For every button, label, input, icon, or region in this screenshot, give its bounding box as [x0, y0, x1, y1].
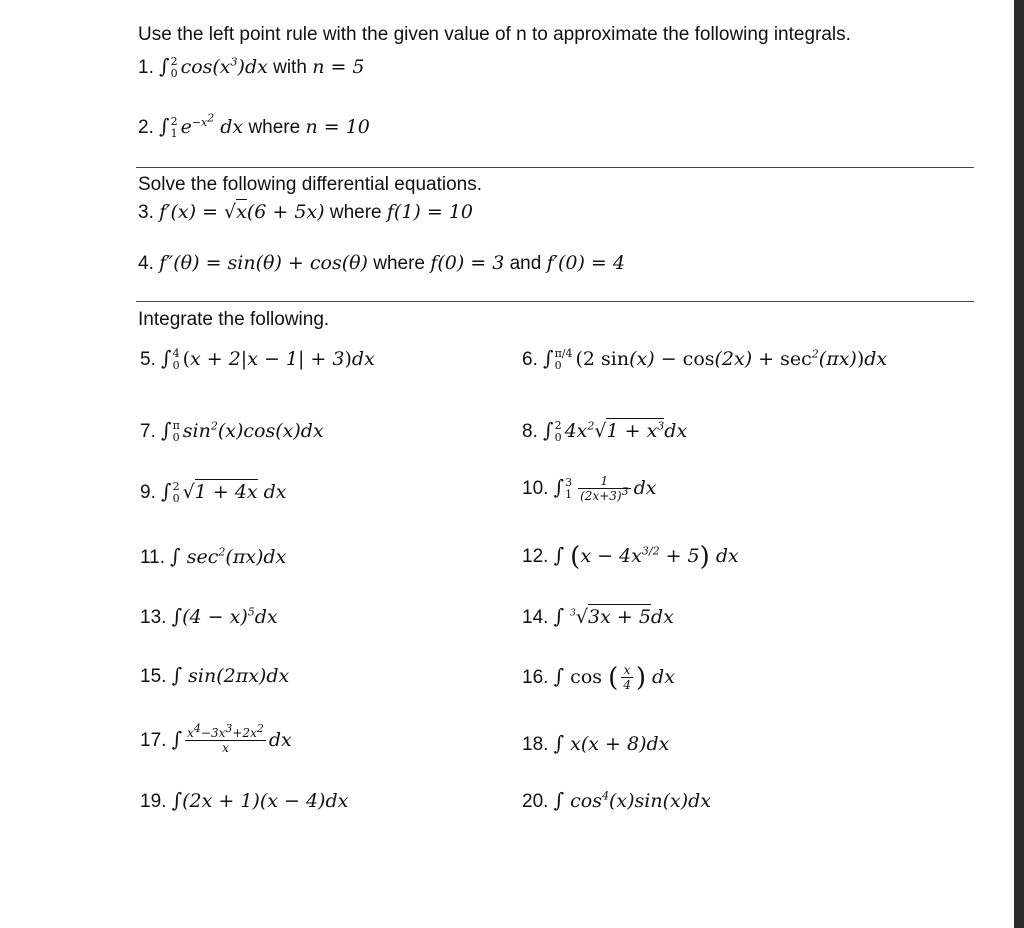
problem-5: 5. ∫ 4 0 (x + 2|x − 1| + 3)dx [140, 346, 375, 373]
section-heading-integrate: Integrate the following. [138, 309, 330, 330]
problem-16: 16. ∫ cos ( $\frac{x}{4}$ ) dx [522, 662, 675, 693]
problem-12: 12. ∫ $(x - 4x^{3/2} + 5)$ dx [522, 542, 739, 572]
problem-19: 19. ∫(2x + 1)(x − 4)dx [140, 788, 349, 812]
problem-2: 2. ∫ 2 1 $e^{-x^2}$ dx where n = 10 [138, 111, 370, 141]
problem-4: 4. f″(θ) = sin(θ) + cos(θ) where f(0) = 3 and f′(0) = 4 [138, 252, 625, 274]
problem-15: 15. ∫ sin(2πx)dx [140, 663, 290, 687]
problem-1: 1. ∫ 2 0 $\cos(x^3)dx$ with n = 5 [138, 54, 365, 81]
problem-7: 7. ∫ π 0 $\sin^2(x)\cos(x)dx$ [140, 418, 324, 445]
divider [136, 301, 974, 302]
divider [136, 167, 974, 168]
problem-14: 14. ∫ $^3$√3x + 5dx [522, 604, 674, 628]
section-heading-diff-eq: Solve the following differential equations. [138, 174, 482, 195]
problem-20: 20. ∫ $\cos^4(x)\sin(x)dx$ [522, 788, 712, 812]
problem-18: 18. ∫ x(x + 8)dx [522, 731, 670, 755]
problem-10: 10. ∫ 3 1 $\frac{1}{(2x+3)^3}$ dx [522, 474, 657, 504]
problem-3: 3. f′(x) = √x(6 + 5x) where f(1) = 10 [138, 201, 474, 223]
window-edge [1014, 0, 1024, 928]
problem-6: 6. ∫ π/4 0 (2 $\sin(x) - \cos(2x) + \sec^2(\pi x))dx$ [522, 346, 888, 373]
section-heading-left-point: Use the left point rule with the given value of n to approximate the following integrals. [138, 24, 851, 45]
problem-11: 11. ∫ $\sec^2(\pi x)dx$ [140, 544, 287, 568]
problem-9: 9. ∫ 2 0 √1 + 4x dx [140, 479, 287, 506]
problem-8: 8. ∫ 2 0 $4x^2√1 + x^3dx$ [522, 418, 688, 445]
worksheet [138, 0, 974, 928]
problem-17: 17. ∫ $\frac{x^4-3x^3+2x^2}{x}$ dx [140, 722, 292, 756]
problem-13: 13. $\int(4 - x)^5dx$ [140, 604, 278, 628]
